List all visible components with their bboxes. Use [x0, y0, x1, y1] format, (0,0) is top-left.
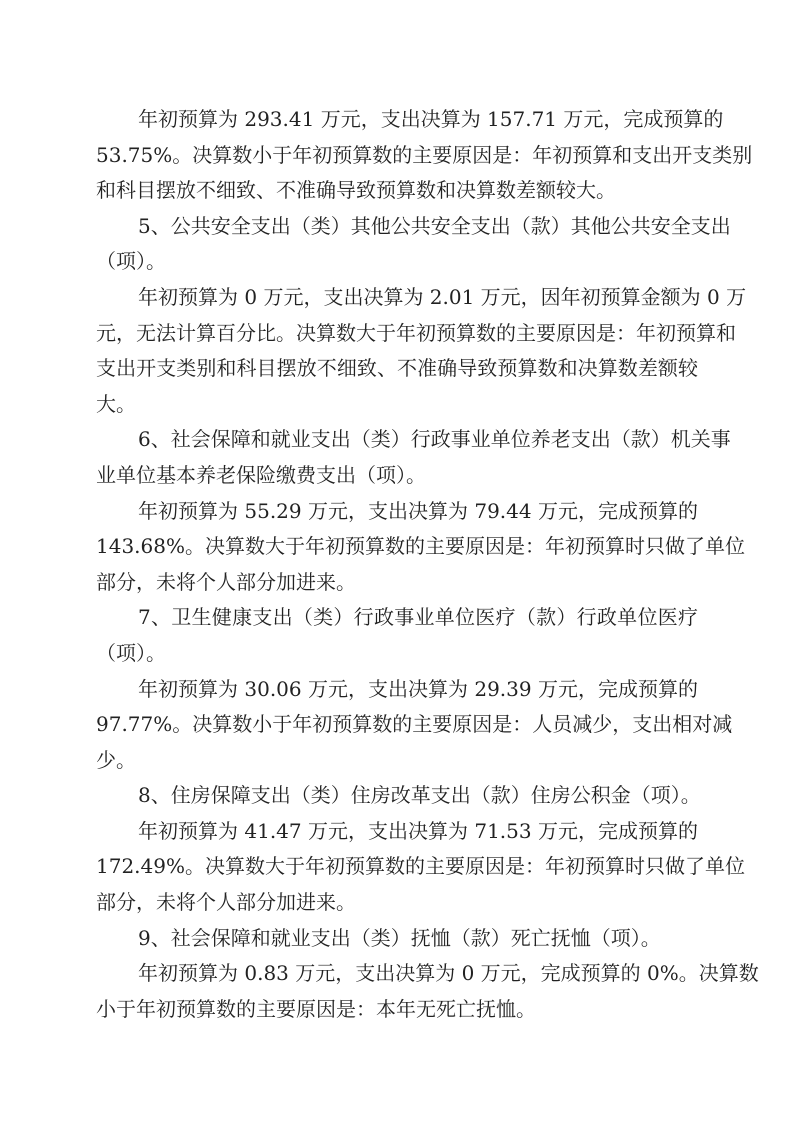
- text-line: 9、社会保障和就业支出（类）抚恤（款）死亡抚恤（项）。: [138, 925, 661, 950]
- text-line: 和科目摆放不细致、不准确导致预算数和决算数差额较大。: [96, 178, 616, 203]
- body-paragraph: [96, 102, 753, 209]
- text-line: 6、社会保障和就业支出（类）行政事业单位养老支出（款）机关事: [138, 427, 731, 452]
- text-line: 部分，未将个人部分加进来。: [96, 890, 356, 915]
- text-line: 年初预算为 55.29 万元，支出决算为 79.44 万元，完成预算的: [138, 498, 698, 523]
- text-line: 53.75%。决算数小于年初预算数的主要原因是：年初预算和支出开支类别: [96, 142, 753, 167]
- text-line: 7、卫生健康支出（类）行政事业单位医疗（款）行政单位医疗: [138, 605, 698, 630]
- text-line: 元，无法计算百分比。决算数大于年初预算数的主要原因是：年初预算和: [96, 320, 736, 345]
- text-line: 小于年初预算数的主要原因是：本年无死亡抚恤。: [96, 996, 536, 1021]
- text-line: 172.49%。决算数大于年初预算数的主要原因是：年初预算时只做了单位: [96, 854, 745, 879]
- text-line: 年初预算为 0.83 万元，支出决算为 0 万元，完成预算的 0%。决算数: [138, 961, 759, 986]
- section-heading: [96, 778, 701, 814]
- body-paragraph: [96, 280, 747, 422]
- text-line: 支出开支类别和科目摆放不细致、不准确导致预算数和决算数差额较: [96, 356, 698, 381]
- section-heading: [96, 209, 731, 280]
- text-line: 年初预算为 41.47 万元，支出决算为 71.53 万元，完成预算的: [138, 818, 698, 843]
- body-paragraph: [96, 956, 759, 1027]
- text-line: 少。: [96, 747, 136, 772]
- text-line: 年初预算为 30.06 万元，支出决算为 29.39 万元，完成预算的: [138, 676, 698, 701]
- document-page: [96, 102, 759, 1027]
- text-line: 8、住房保障支出（类）住房改革支出（款）住房公积金（项）。: [138, 783, 701, 808]
- text-line: 部分，未将个人部分加进来。: [96, 569, 356, 594]
- text-line: 年初预算为 293.41 万元，支出决算为 157.71 万元，完成预算的: [138, 107, 724, 131]
- body-paragraph: [96, 494, 745, 601]
- section-heading: [96, 600, 698, 671]
- text-line: 5、公共安全支出（类）其他公共安全支出（款）其他公共安全支出: [138, 213, 731, 238]
- section-heading: [96, 921, 698, 957]
- body-paragraph: [96, 814, 745, 921]
- text-line: 143.68%。决算数大于年初预算数的主要原因是：年初预算时只做了单位: [96, 534, 745, 559]
- text-line: 年初预算为 0 万元，支出决算为 2.01 万元，因年初预算金额为 0 万: [138, 284, 747, 309]
- body-paragraph: [96, 672, 733, 779]
- text-line: （项）。: [96, 640, 166, 665]
- text-line: 97.77%。决算数小于年初预算数的主要原因是：人员减少，支出相对减: [96, 712, 733, 737]
- section-heading: [96, 422, 731, 493]
- text-line: 大。: [96, 391, 136, 416]
- text-line: （项）。: [96, 249, 166, 274]
- text-line: 业单位基本养老保险缴费支出（项）。: [96, 462, 426, 487]
